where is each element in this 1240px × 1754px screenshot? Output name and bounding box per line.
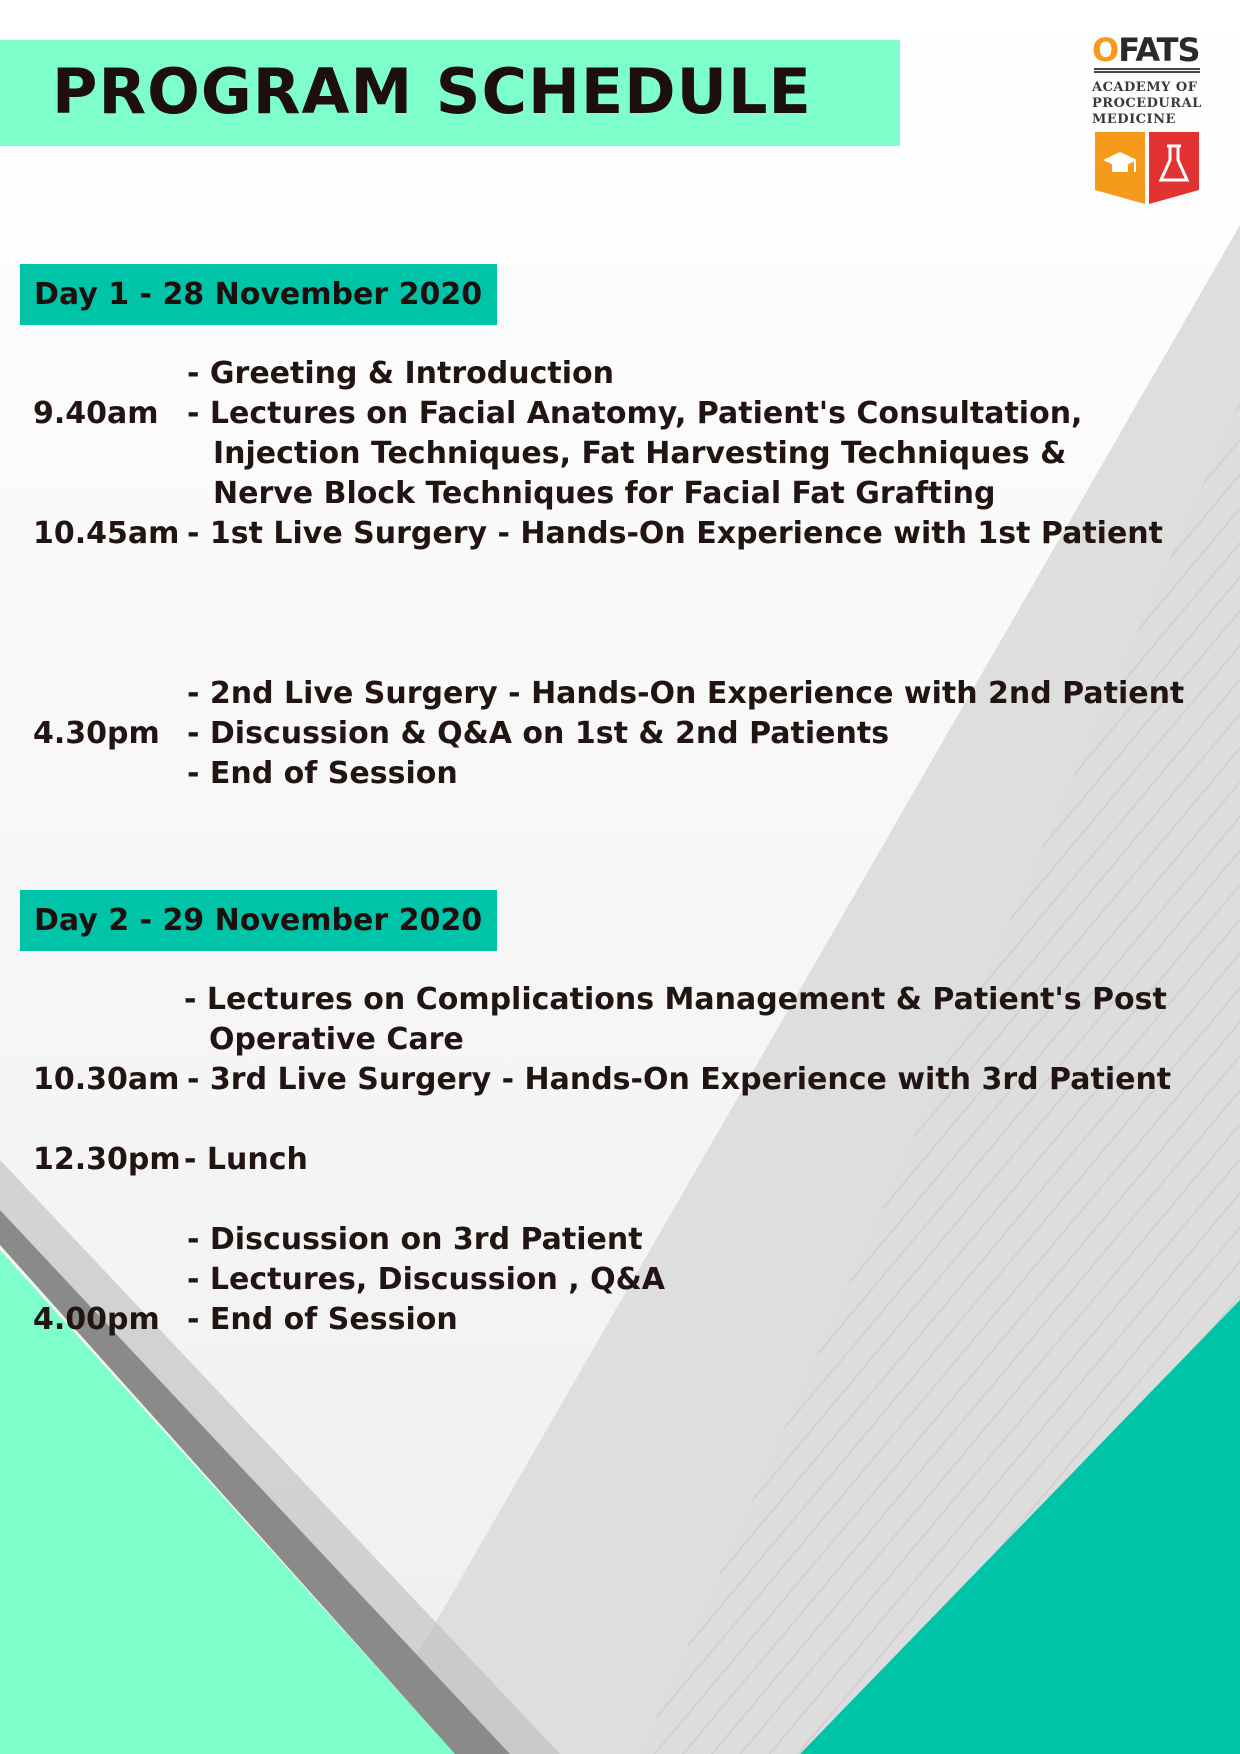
day1-time-3: 4.30pm — [33, 716, 160, 751]
logo-line-3: MEDICINE — [1092, 112, 1176, 127]
day1-time-2: 10.45am — [33, 516, 180, 551]
day2-item-surgery-3: - 3rd Live Surgery - Hands-On Experience with 3rd Patient — [187, 1062, 1172, 1097]
day1-item-end: - End of Session — [187, 756, 458, 791]
day2-item-lectures: - Lectures on Complications Management & Patient's Post — [184, 982, 1167, 1017]
day2-time-1: 10.30am — [33, 1062, 180, 1097]
day2-item-lectures-cont: Operative Care — [209, 1022, 464, 1057]
logo-brand: OFATS — [1092, 31, 1200, 69]
logo-shield — [1095, 132, 1199, 204]
day2-item-lunch: - Lunch — [184, 1142, 308, 1177]
day1-item-lectures-cont-1: Injection Techniques, Fat Harvesting Techniques & — [213, 436, 1067, 471]
day2-time-3: 4.00pm — [33, 1302, 160, 1337]
day1-time-1: 9.40am — [33, 396, 159, 431]
day2-item-lectures-qa: - Lectures, Discussion , Q&A — [187, 1262, 665, 1297]
logo-line-1: ACADEMY OF — [1092, 80, 1198, 95]
day-2-label: Day 2 - 29 November 2020 — [20, 890, 497, 951]
day1-item-surgery-2: - 2nd Live Surgery - Hands-On Experience with 2nd Patient — [187, 676, 1185, 711]
day2-item-end: - End of Session — [187, 1302, 458, 1337]
day1-item-discussion: - Discussion & Q&A on 1st & 2nd Patients — [187, 716, 890, 751]
day2-time-2: 12.30pm — [33, 1142, 181, 1177]
day1-item-lectures: - Lectures on Facial Anatomy, Patient's Consultation, — [187, 396, 1083, 431]
day2-item-discussion: - Discussion on 3rd Patient — [187, 1222, 643, 1257]
academy-logo — [1092, 32, 1204, 204]
day1-item-lectures-cont-2: Nerve Block Techniques for Facial Fat Grafting — [213, 476, 996, 511]
page-title: PROGRAM SCHEDULE — [52, 55, 812, 128]
day1-item-greeting: - Greeting & Introduction — [187, 356, 614, 391]
logo-line-2: PROCEDURAL — [1092, 96, 1202, 111]
day-1-label: Day 1 - 28 November 2020 — [20, 264, 497, 325]
day1-item-surgery-1: - 1st Live Surgery - Hands-On Experience with 1st Patient — [187, 516, 1163, 551]
logo-tagline-rule — [1094, 68, 1200, 73]
